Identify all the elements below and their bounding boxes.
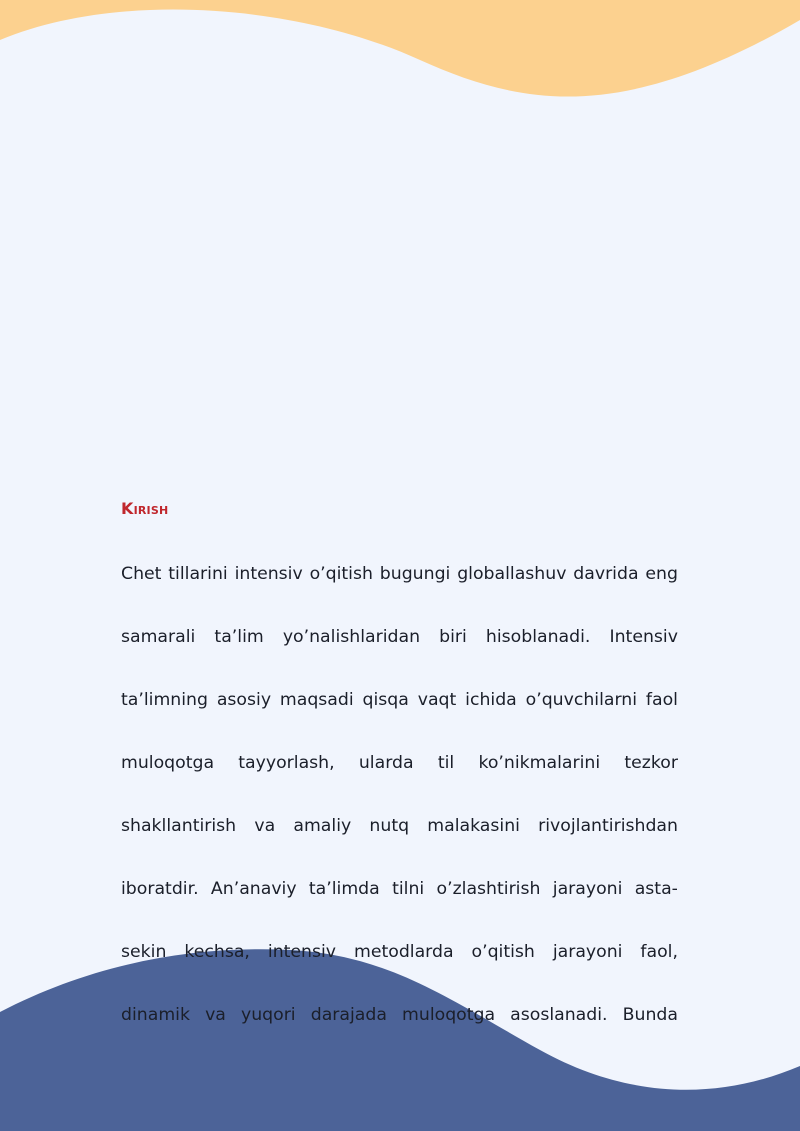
- paragraph-line: iboratdir. An’anaviy ta’limda tilni o’zlashtirish jarayoni asta-: [121, 879, 678, 899]
- paragraph-line: ta’limning asosiy maqsadi qisqa vaqt ichida o’quvchilarni faol: [121, 690, 678, 710]
- paragraph-line: shakllantirish va amaliy nutq malakasini rivojlantirishdan: [121, 816, 678, 836]
- paragraph-line: samarali ta’lim yo’nalishlaridan biri hisoblanadi. Intensiv: [121, 627, 678, 647]
- paragraph-line: muloqotga tayyorlash, ularda til ko’nikmalarini tezkor: [121, 753, 678, 773]
- body-paragraph: [121, 543, 678, 1047]
- paragraph-line: sekin kechsa, intensiv metodlarda o’qitish jarayoni faol,: [121, 942, 678, 962]
- document-body: [121, 496, 678, 1047]
- paragraph-line: dinamik va yuqori darajada muloqotga asoslanadi. Bunda: [121, 1005, 678, 1025]
- top-wave-decoration: [0, 0, 800, 97]
- section-heading: Kirish: [121, 499, 169, 518]
- paragraph-line: Chet tillarini intensiv o’qitish bugungi globallashuv davrida eng: [121, 564, 678, 584]
